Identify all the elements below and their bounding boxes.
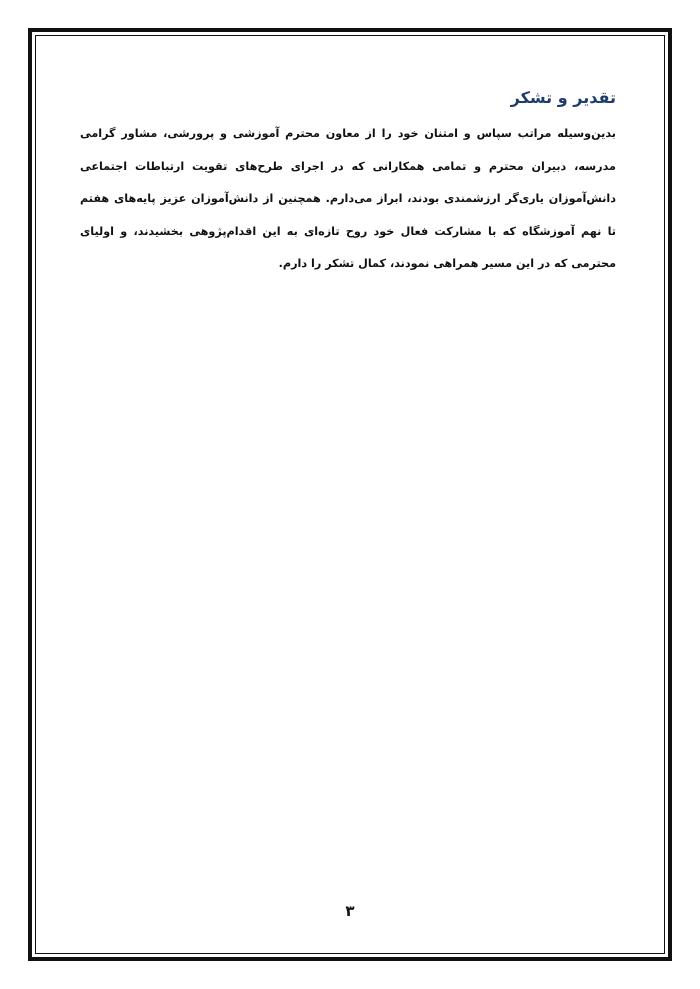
acknowledgment-paragraph: بدین‌وسیله مراتب سپاس و امتنان خود را از معاون محترم آموزشی و پرورشی، مشاور گرامی مدرسه، دبیران محترم و تمامی همکارانی که در اجرای طرح‌های تقویت ارتباطات اجتماعی دانش‌آموزان یاری‌گر ارزشمندی بودند، ابراز می‌دارم. همچنین از دانش‌آموزان عزیز پایه‌های هفتم تا نهم آموزشگاه که با مشارکت فعال خود روح تازه‌ای به این اقدام‌پژوهی بخشیدند، و اولیای محترمی که در این مسیر همراهی نمودند، کمال تشکر را دارم. — [80, 127, 616, 270]
section-heading: تقدیر و تشکر — [510, 88, 616, 107]
acknowledgment-section — [80, 84, 616, 281]
page-number: ۳ — [345, 902, 355, 920]
